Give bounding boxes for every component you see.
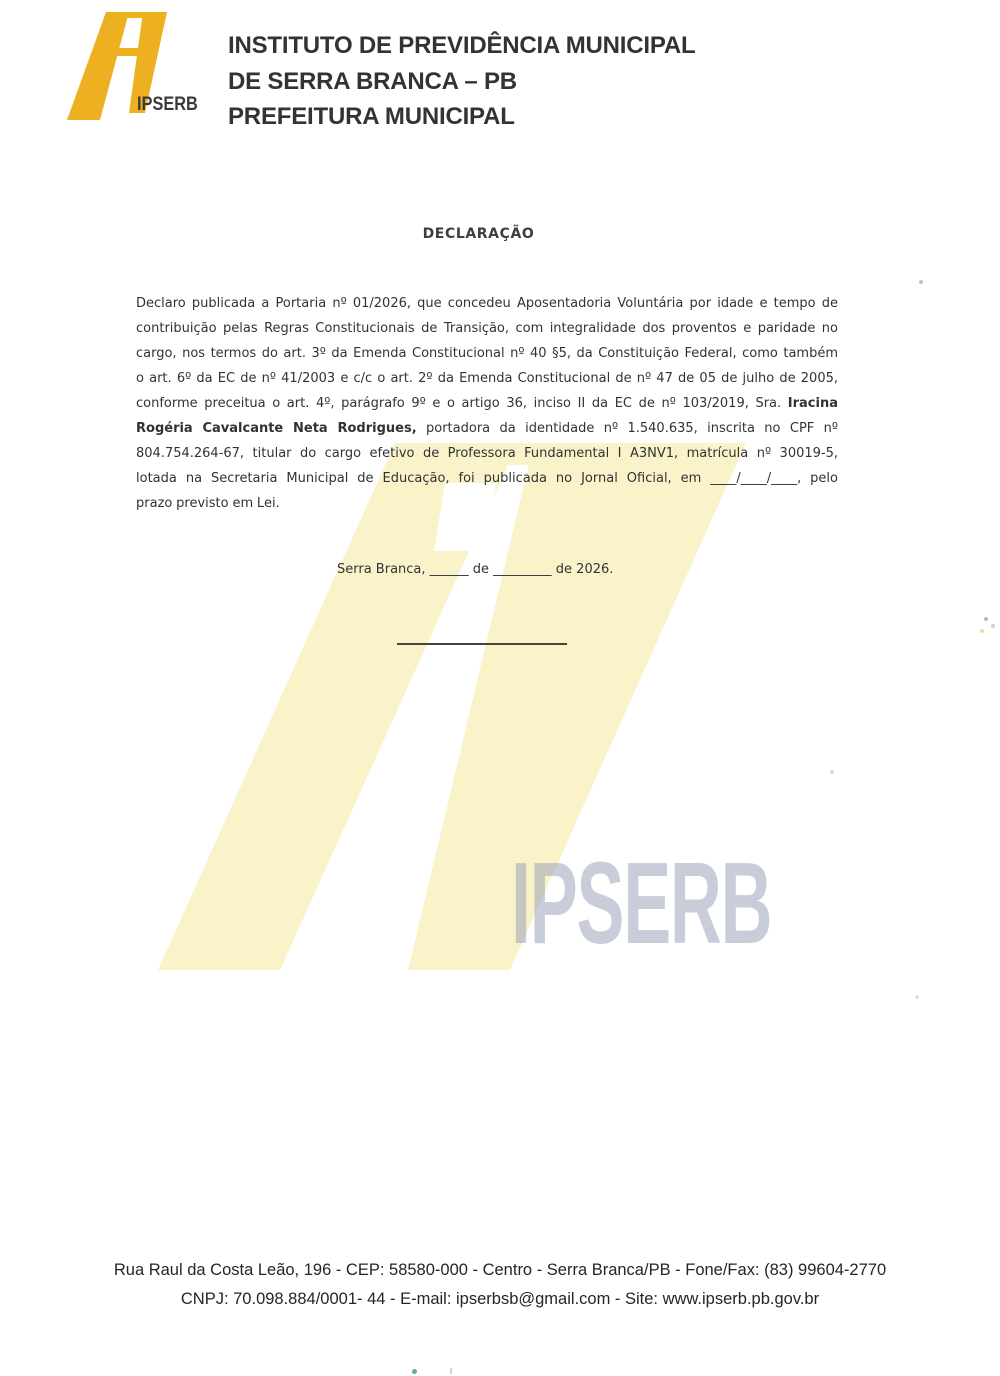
body-line: contribuição pelas Regras Constitucionais de Transição, com integralidade dos proventos e paridade no bbox=[136, 321, 838, 336]
logo-wordmark: IPSERB bbox=[137, 94, 198, 115]
scan-speck bbox=[915, 995, 919, 999]
body-line: prazo previsto em Lei. bbox=[136, 496, 280, 511]
scan-speck bbox=[412, 1369, 417, 1374]
date-line: Serra Branca, ______ de _________ de 2026. bbox=[337, 562, 614, 577]
body-line: Declaro publicada a Portaria nº 01/2026, que concedeu Aposentadoria Voluntária por idade e tempo de bbox=[136, 296, 838, 311]
footer-address-line: Rua Raul da Costa Leão, 196 - CEP: 58580-000 - Centro - Serra Branca/PB - Fone/Fax: (83) 99604-2770 bbox=[113, 1261, 887, 1279]
scan-speck bbox=[830, 770, 834, 774]
footer bbox=[0, 1256, 1000, 1313]
watermark-text: IPSERB bbox=[511, 838, 772, 968]
institution-title bbox=[228, 28, 788, 135]
scan-speck bbox=[980, 629, 984, 633]
scan-speck bbox=[919, 280, 923, 284]
body-line: o art. 6º da EC de nº 41/2003 e c/c o art. 2º da Emenda Constitucional de nº 47 de 05 de julho de 2005, bbox=[136, 371, 838, 386]
scan-speck bbox=[450, 1368, 452, 1374]
declaration-paragraph bbox=[136, 291, 838, 516]
title-line-2: DE SERRA BRANCA – PB bbox=[228, 67, 517, 95]
document-heading: DECLARAÇÃO bbox=[422, 226, 535, 242]
body-line: Rogéria Cavalcante Neta Rodrigues, portadora da identidade nº 1.540.635, inscrita no CPF nº bbox=[136, 421, 839, 436]
body-line: lotada na Secretaria Municipal de Educação, foi publicada no Jornal Oficial, em ____/____/____, pelo bbox=[136, 471, 838, 486]
body-line: conforme preceitua o art. 4º, parágrafo 9º e o artigo 36, inciso II da EC de nº 103/2019, Sra. Iracina bbox=[136, 396, 838, 411]
body-line: 804.754.264-67, titular do cargo efetivo de Professora Fundamental I A3NV1, matrícula nº 30019-5, bbox=[136, 446, 838, 461]
scan-speck bbox=[984, 617, 988, 621]
scan-speck bbox=[991, 624, 995, 628]
title-line-1: INSTITUTO DE PREVIDÊNCIA MUNICIPAL bbox=[228, 32, 696, 59]
footer-contact-line: CNPJ: 70.098.884/0001- 44 - E-mail: ipserbsb@gmail.com - Site: www.ipserb.pb.gov.br bbox=[180, 1289, 820, 1308]
signature-line bbox=[397, 643, 567, 645]
body-line: cargo, nos termos do art. 3º da Emenda Constitucional nº 40 §5, da Constituição Federal, como também bbox=[136, 346, 838, 361]
title-line-3: PREFEITURA MUNICIPAL bbox=[228, 103, 515, 130]
